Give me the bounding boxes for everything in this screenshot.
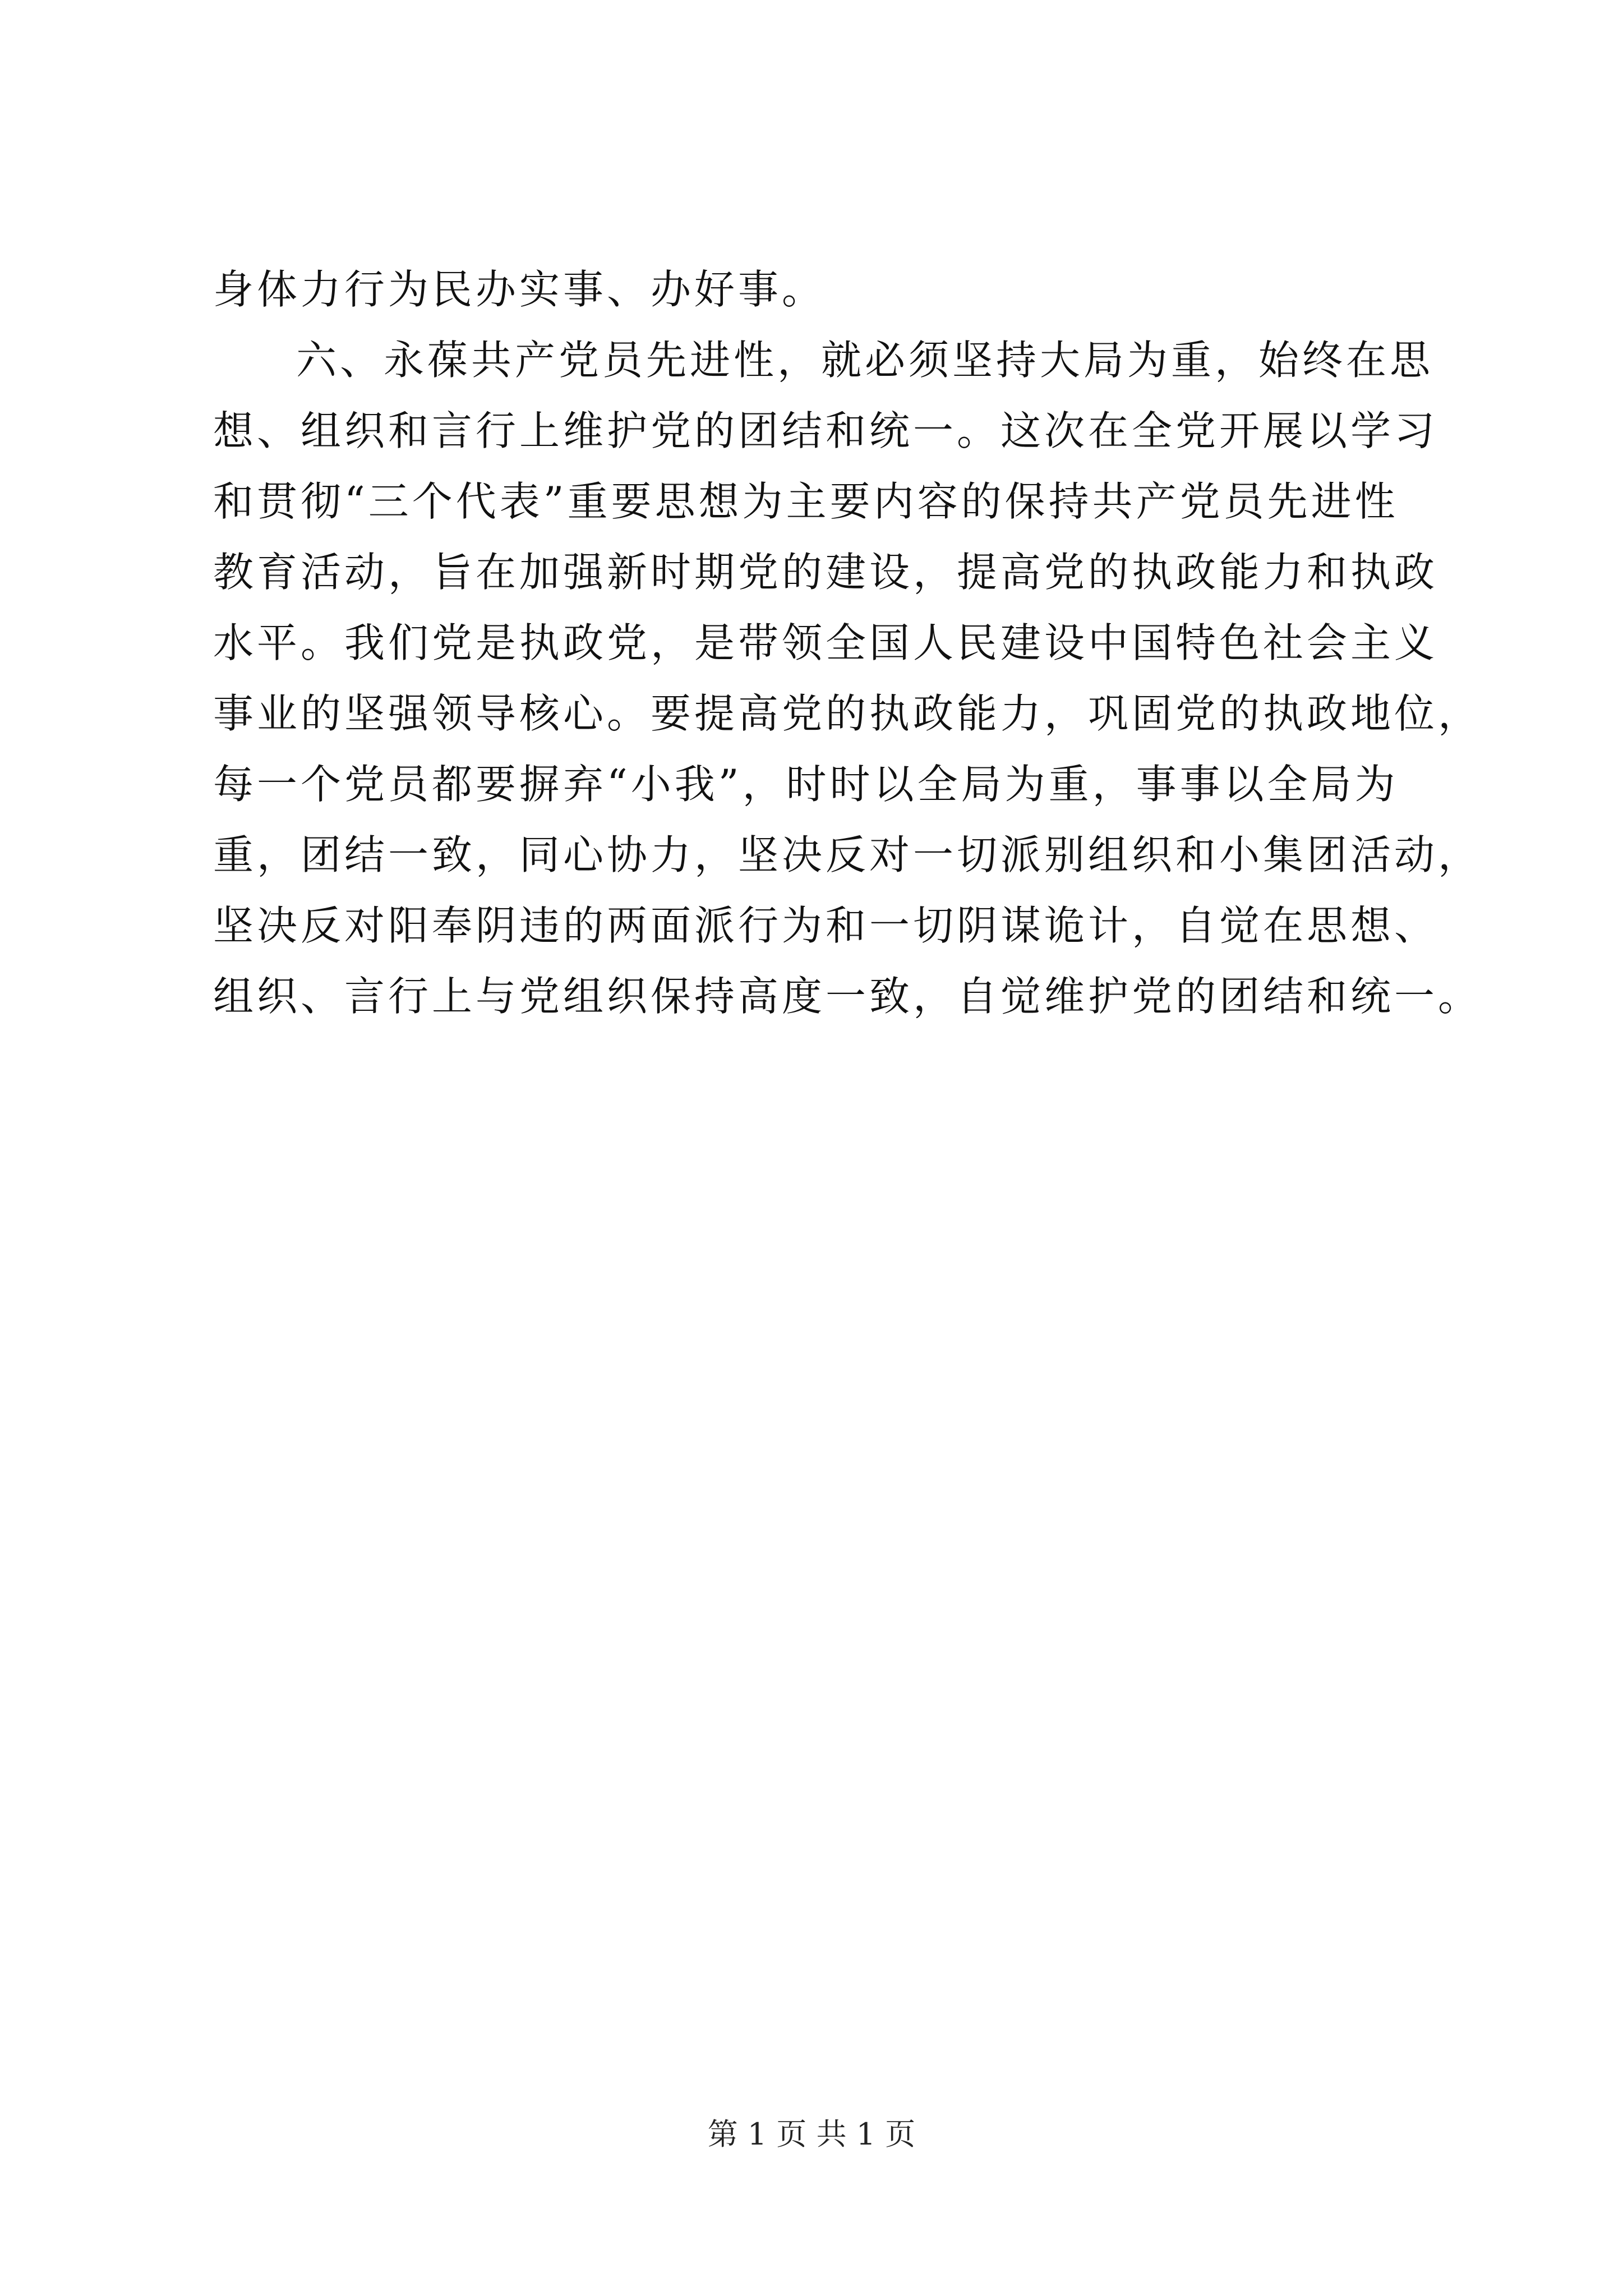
text-line-4: 和贯彻“三个代表”重要思想为主要内容的保持共产党员先进性 xyxy=(213,478,1399,525)
text-line-8: 每一个党员都要摒弃“小我”，时时以全局为重，事事以全局为 xyxy=(213,761,1399,808)
page-number-label: 第 1 页 共 1 页 xyxy=(707,2116,916,2152)
text-line-5: 教育活动，旨在加强新时期党的建设，提高党的执政能力和执政 xyxy=(213,549,1438,596)
text-line-7: 事业的坚强领导核心。要提高党的执政能力，巩固党的执政地位， xyxy=(213,690,1482,737)
text-line-2: 六、永葆共产党员先进性，就必须坚持大局为重，始终在思 xyxy=(296,337,1434,384)
document-body xyxy=(213,254,1482,1032)
page-footer xyxy=(0,2115,1623,2154)
text-line-3: 想、组织和言行上维护党的团结和统一。这次在全党开展以学习 xyxy=(213,407,1438,454)
text-line-1: 身体力行为民办实事、办好事。 xyxy=(213,266,826,313)
text-line-6: 水平。我们党是执政党，是带领全国人民建设中国特色社会主义 xyxy=(213,619,1438,666)
text-line-11: 组织、言行上与党组织保持高度一致，自觉维护党的团结和统一。 xyxy=(213,973,1482,1020)
text-line-10: 坚决反对阳奉阴违的两面派行为和一切阴谋诡计，自觉在思想、 xyxy=(213,902,1438,949)
text-line-9: 重，团结一致，同心协力，坚决反对一切派别组织和小集团活动， xyxy=(213,831,1482,878)
